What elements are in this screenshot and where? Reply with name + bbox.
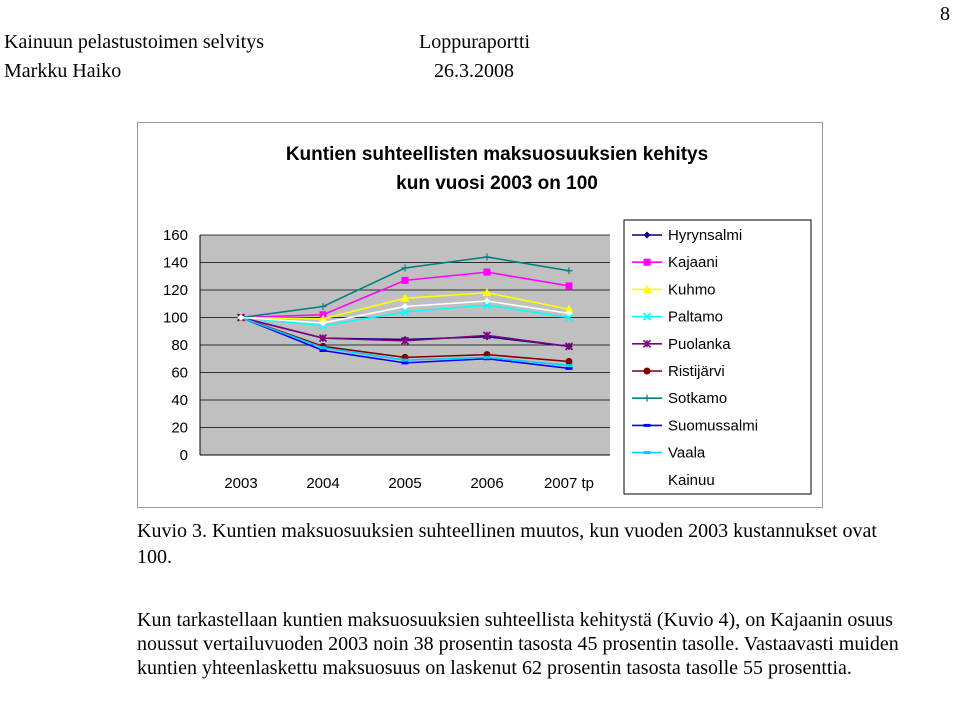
legend-label: Kuhmo — [668, 281, 716, 299]
data-point — [566, 358, 573, 365]
y-tick-label: 80 — [171, 337, 188, 354]
chart-figure — [137, 122, 823, 508]
header-author: Markku Haiko — [4, 60, 122, 82]
y-tick-label: 140 — [162, 254, 188, 272]
x-tick-label: 2007 tp — [543, 475, 595, 492]
legend-label: Ristijärvi — [668, 363, 725, 380]
data-point — [484, 269, 491, 276]
x-tick-labels — [224, 475, 594, 492]
legend-label: Vaala — [668, 444, 706, 462]
y-tick-label: 60 — [171, 364, 188, 382]
y-tick-label: 160 — [162, 227, 188, 244]
y-tick-labels — [163, 227, 188, 464]
y-tick-label: 40 — [171, 392, 188, 409]
legend-label: Sotkamo — [668, 390, 728, 408]
x-tick-label: 2003 — [224, 475, 258, 492]
header-date: 26.3.2008 — [434, 60, 514, 82]
header-org: Kainuun pelastustoimen selvitys — [4, 31, 264, 53]
chart-title: Kuntien suhteellisten maksuosuuksien kehitys — [285, 144, 709, 165]
legend-label: Suomussalmi — [668, 417, 759, 435]
body-paragraph: Kun tarkastellaan kuntien maksuosuuksien suhteellista kehitystä (Kuvio 4), on Kajaanin osuus noussut vertailuvuoden 2003 noin 38 prosentin tasosta 45 prosentin tasolle. Vastaavasti muiden kuntien yhteenlaskettu maksuosuus on laskenut 62 prosentin tasosta tasolle 55 prosenttia. — [137, 609, 899, 679]
chart-subtitle: kun vuosi 2003 on 100 — [396, 173, 598, 194]
data-point — [320, 346, 327, 349]
data-point — [644, 451, 651, 454]
data-point — [644, 368, 651, 375]
legend-label: Kainuu — [668, 471, 715, 489]
data-point — [566, 367, 573, 370]
data-point — [320, 349, 327, 352]
data-point — [402, 277, 409, 284]
y-tick-label: 0 — [179, 447, 188, 464]
data-point — [644, 424, 651, 427]
data-point — [402, 361, 409, 364]
legend-label: Hyrynsalmi — [668, 227, 743, 244]
x-tick-label: 2005 — [388, 475, 422, 492]
figure-caption: Kuvio 3. Kuntien maksuosuuksien suhteellinen muutos, kun vuoden 2003 kustannukset ovat 100. — [137, 520, 877, 568]
data-point — [484, 356, 491, 359]
y-tick-label: 100 — [162, 309, 188, 327]
data-point — [566, 364, 573, 367]
data-point — [644, 259, 651, 266]
y-tick-label: 120 — [162, 282, 188, 299]
legend-label: Puolanka — [668, 335, 731, 353]
data-point — [402, 359, 409, 362]
chart — [138, 123, 822, 507]
y-tick-label: 20 — [171, 419, 188, 437]
page-number: 8 — [940, 3, 950, 25]
header-doc-type: Loppuraportti — [419, 31, 531, 53]
legend-label: Paltamo — [668, 308, 724, 326]
x-tick-label: 2004 — [306, 475, 340, 492]
x-tick-label: 2006 — [470, 475, 504, 492]
data-point — [566, 282, 573, 289]
legend-label: Kajaani — [668, 254, 719, 272]
